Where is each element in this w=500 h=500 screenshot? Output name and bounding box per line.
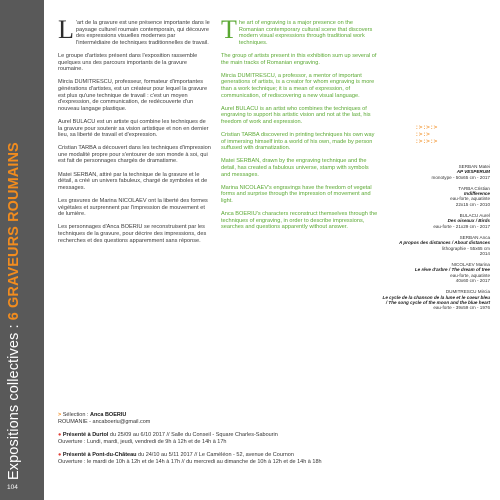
caption-details: monotype - 50x65 cm - 2017 <box>431 174 490 180</box>
french-paragraph: Aurel BULACU est un artiste qui combine les techniques de la gravure pour soutenir sa vision artistique et non en dernier lieu, sa liberté de travail et d'expression. <box>58 118 209 139</box>
arrow-row: :>:> <box>415 131 430 138</box>
french-paragraph: Mircia DUMITRESCU, professeur, formateur d'importantes générations d'artistes, est un créateur pour lequel la gravure est plus qu'une technique de travail : c'est un moyen d'expression, de communication, de redécouverte d'un nouveau langage plastique. <box>58 79 208 112</box>
contact-line: ROUMANIE - ancaboeriu@gmail.com <box>58 418 151 425</box>
caption-artist: DUMITRESCU Mircia <box>445 289 490 295</box>
caption-artist: SERBAN Anca <box>459 234 490 240</box>
english-paragraph: Cristian TARBA discovered in printing techniques his own way of immersing himself into a world of his own, made by person suffused with dramatization. <box>221 132 375 152</box>
english-paragraph: Mircia DUMITRESCU, a professor, a mentor of important generations of artists, is a creator for whom engraving is more than a work technique; it is a mean of expression, of communication, of rediscovering a new visual language. <box>221 72 375 99</box>
venue-line <box>58 452 488 459</box>
venue-details: du 24/10 au 5/11 2017 // Le Caméléon - 52, avenue de Cournon <box>136 452 294 459</box>
french-paragraph: Les gravures de Marina NICOLAEV ont la liberté des formes végétales et surprennent par l'impression de mouvement et de lumière. <box>58 198 208 218</box>
caption-details: 40x60 cm - 2017 <box>455 278 490 284</box>
caption <box>380 235 490 256</box>
drop-cap: T <box>221 15 237 44</box>
decorative-arrows <box>415 124 465 145</box>
arrow-row: :>:>:> <box>415 138 438 145</box>
english-paragraph: Marina NICOLAEV's engravings have the freedom of vegetal forms and surprise through the impression of movement and light. <box>221 184 372 205</box>
section-title-accent: 6 GRAVEURS ROUMAINS <box>6 142 22 321</box>
caption-artist: SERBAN Matei <box>458 164 490 169</box>
caption <box>380 186 490 207</box>
english-paragraph: The group of artists present in this exhibition sum up several of the main tracks of Romanian engraving. <box>221 52 377 66</box>
caption-title: Indifference <box>464 191 490 197</box>
caption-artist: TARBA Cristian <box>458 185 490 191</box>
section-title <box>6 142 22 480</box>
artwork-captions <box>380 164 490 317</box>
arrow-icon: > <box>58 412 62 418</box>
venue-label: Présenté à Durtol <box>62 432 109 439</box>
caption-details: eau-forte - 39x59 cm - 1976 <box>433 305 490 311</box>
caption-artist: BULACU Aurel <box>459 213 490 219</box>
venue-hours: Ouverture : Lundi, mardi, jeudi, vendredi de 9h à 12h et de 14h à 17h <box>58 438 227 445</box>
caption-title: A propos des distances / About distances <box>398 240 490 246</box>
page-number: 104 <box>7 484 18 491</box>
arrow-row: :>:>:> <box>415 124 438 131</box>
caption-details: 2014 <box>479 250 490 256</box>
bullet-icon: ● <box>58 432 62 439</box>
french-paragraph: Le groupe d'artistes présent dans l'exposition rassemble quelques uns des parcours importants de la gravure roumaine. <box>58 52 198 73</box>
caption <box>380 289 490 310</box>
french-paragraph: Les personnages d'Anca BOERIU se reconstruisent par les techniques de la gravure, pour décrire des impressions, des recherches et des questions apparemment sans réponse. <box>58 224 207 244</box>
section-title-main: Expositions collectives : <box>6 320 22 480</box>
caption <box>380 262 490 283</box>
english-paragraph: Aurel BULACU is an artist who combines the techniques of engraving to support his artistic vision and not at the last, his freedom of work and expression. <box>221 105 371 125</box>
french-paragraph: Matei SERBAN, attiré par la technique de la gravure et le détail, a créé un univers fabuleux, chargé de symboles et de messages. <box>58 171 208 191</box>
caption-details: lithographie - 55x65 cm <box>442 245 490 251</box>
caption-title: Le cycle de la chanson de la lune et le coeur bleu / The song cycle of the moon and the blue heart <box>382 294 490 305</box>
exhibition-info <box>58 412 488 466</box>
venue-hours: Ouverture : le mardi de 10h à 12h et de 14h à 17h // du mercredi au dimanche de 10h à 12h et de 14h à 18h <box>58 458 322 465</box>
venue-details: du 25/09 au 6/10 2017 // Salle du Conseil - Square Charles-Sabourin <box>108 432 278 439</box>
bullet-icon: ● <box>58 452 62 459</box>
english-paragraph: The art of engraving is a major presence on the Romanian contemporary cultural scene that discovers modern visual expressions through traditional work techniques. <box>221 15 373 46</box>
caption-details: 22x15 cm - 2010 <box>455 201 490 207</box>
caption-title: Des oiseaux / Birds <box>447 218 490 224</box>
caption-details: eau-forte, aquatinte <box>450 272 490 278</box>
caption-artist: NICOLAEV Marina <box>451 262 490 268</box>
caption-title: AP VESPERUM <box>456 169 490 175</box>
caption-title: Le rêve d'arbre / The dream of tree <box>414 267 490 273</box>
caption <box>380 213 490 229</box>
selection-label: Sélection : <box>62 412 90 418</box>
venue-line <box>58 432 488 439</box>
english-paragraph: Anca BOERIU's characters reconstruct themselves through the techniques of engraving, in order to describe impressions, searches and questions apparently without answer. <box>221 211 378 231</box>
french-paragraph: Cristian TARBA a découvert dans les techniques d'impression une modalité propre pour s'entourer de son monde à soi, qui est fait de personnages chargés de dramatisme. <box>58 145 211 165</box>
selection-name: Anca BOERIU <box>89 412 127 418</box>
english-paragraph: Matei SERBAN, drawn by the engraving technique and the detail, has created a fabulous universe, stamp with symbols and messages. <box>221 158 369 178</box>
selection-line <box>58 412 488 419</box>
caption-details: eau-forte - 21x29 cm - 2017 <box>433 223 490 229</box>
venue-label: Présenté à Pont-du-Château <box>62 452 137 459</box>
french-paragraph: L 'art de la gravure est une présence importante dans le paysage culturel roumain contemporain, qui découvre des expressions visuelles modernes par l'intermédiaire de techniques traditionnelles de travail. <box>58 15 210 46</box>
caption <box>380 164 490 180</box>
english-text-column <box>221 15 378 238</box>
french-text-column <box>58 15 211 251</box>
drop-cap: L <box>58 15 74 44</box>
caption-details: eau-forte, aquatinte <box>450 196 490 202</box>
sidebar <box>0 0 44 500</box>
